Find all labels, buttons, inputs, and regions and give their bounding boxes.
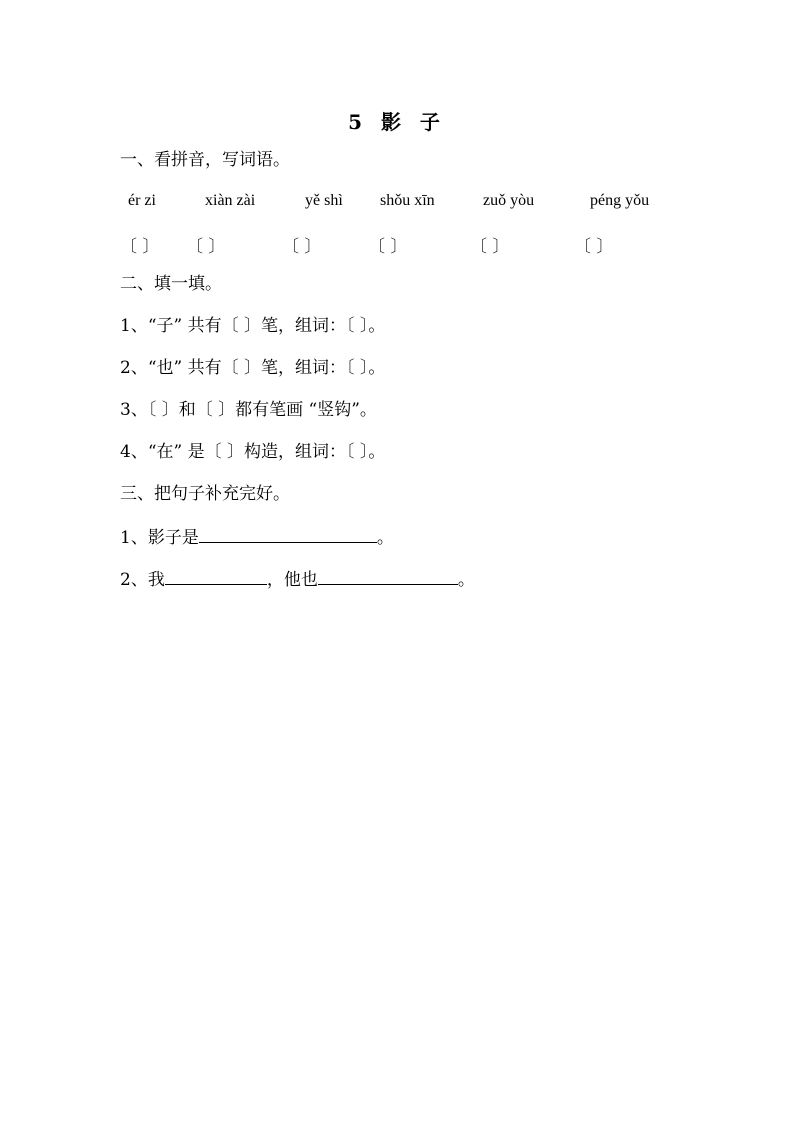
pinyin-3: yě shì xyxy=(305,192,343,209)
fill-item-4: 4、“在” 是〔 〕构造，组词：〔 〕。 xyxy=(120,442,386,462)
pinyin-4: shǒu xīn xyxy=(380,192,435,209)
answer-bracket-3[interactable]: 〔 〕 xyxy=(282,237,322,257)
sentence-2-suffix: 。 xyxy=(457,570,475,590)
sentence-2-middle: ，他也 xyxy=(266,570,318,590)
fill-item-3: 3、〔 〕和〔 〕都有笔画 “竖钩”。 xyxy=(120,400,377,420)
sentence-item-2 xyxy=(120,566,475,592)
sentence-item-1 xyxy=(120,524,394,550)
sentence-1-prefix: 1、影子是 xyxy=(120,528,199,548)
page-title: 5 影 子 xyxy=(348,110,446,134)
answer-bracket-2[interactable]: 〔 〕 xyxy=(186,237,226,257)
section3-heading: 三、把句子补充完好。 xyxy=(120,484,290,504)
answer-bracket-4[interactable]: 〔 〕 xyxy=(368,237,408,257)
sentence-2-blank-1[interactable] xyxy=(165,566,267,585)
section1-heading: 一、看拼音，写词语。 xyxy=(120,150,290,170)
answer-bracket-5[interactable]: 〔 〕 xyxy=(470,237,510,257)
sentence-2-blank-2[interactable] xyxy=(318,566,458,585)
sentence-1-blank[interactable] xyxy=(199,524,377,543)
pinyin-2: xiàn zài xyxy=(205,192,256,209)
answer-bracket-1[interactable]: 〔 〕 xyxy=(120,237,160,257)
pinyin-6: péng yǒu xyxy=(590,192,650,209)
fill-item-1: 1、“子” 共有〔 〕笔，组词：〔 〕。 xyxy=(120,316,386,336)
section2-heading: 二、填一填。 xyxy=(120,274,222,294)
fill-item-2: 2、“也” 共有〔 〕笔，组词：〔 〕。 xyxy=(120,358,386,378)
sentence-2-prefix: 2、我 xyxy=(120,570,165,590)
sentence-1-suffix: 。 xyxy=(376,528,394,548)
answer-bracket-6[interactable]: 〔 〕 xyxy=(574,237,614,257)
pinyin-1: ér zi xyxy=(128,192,156,209)
pinyin-5: zuǒ yòu xyxy=(483,192,535,209)
